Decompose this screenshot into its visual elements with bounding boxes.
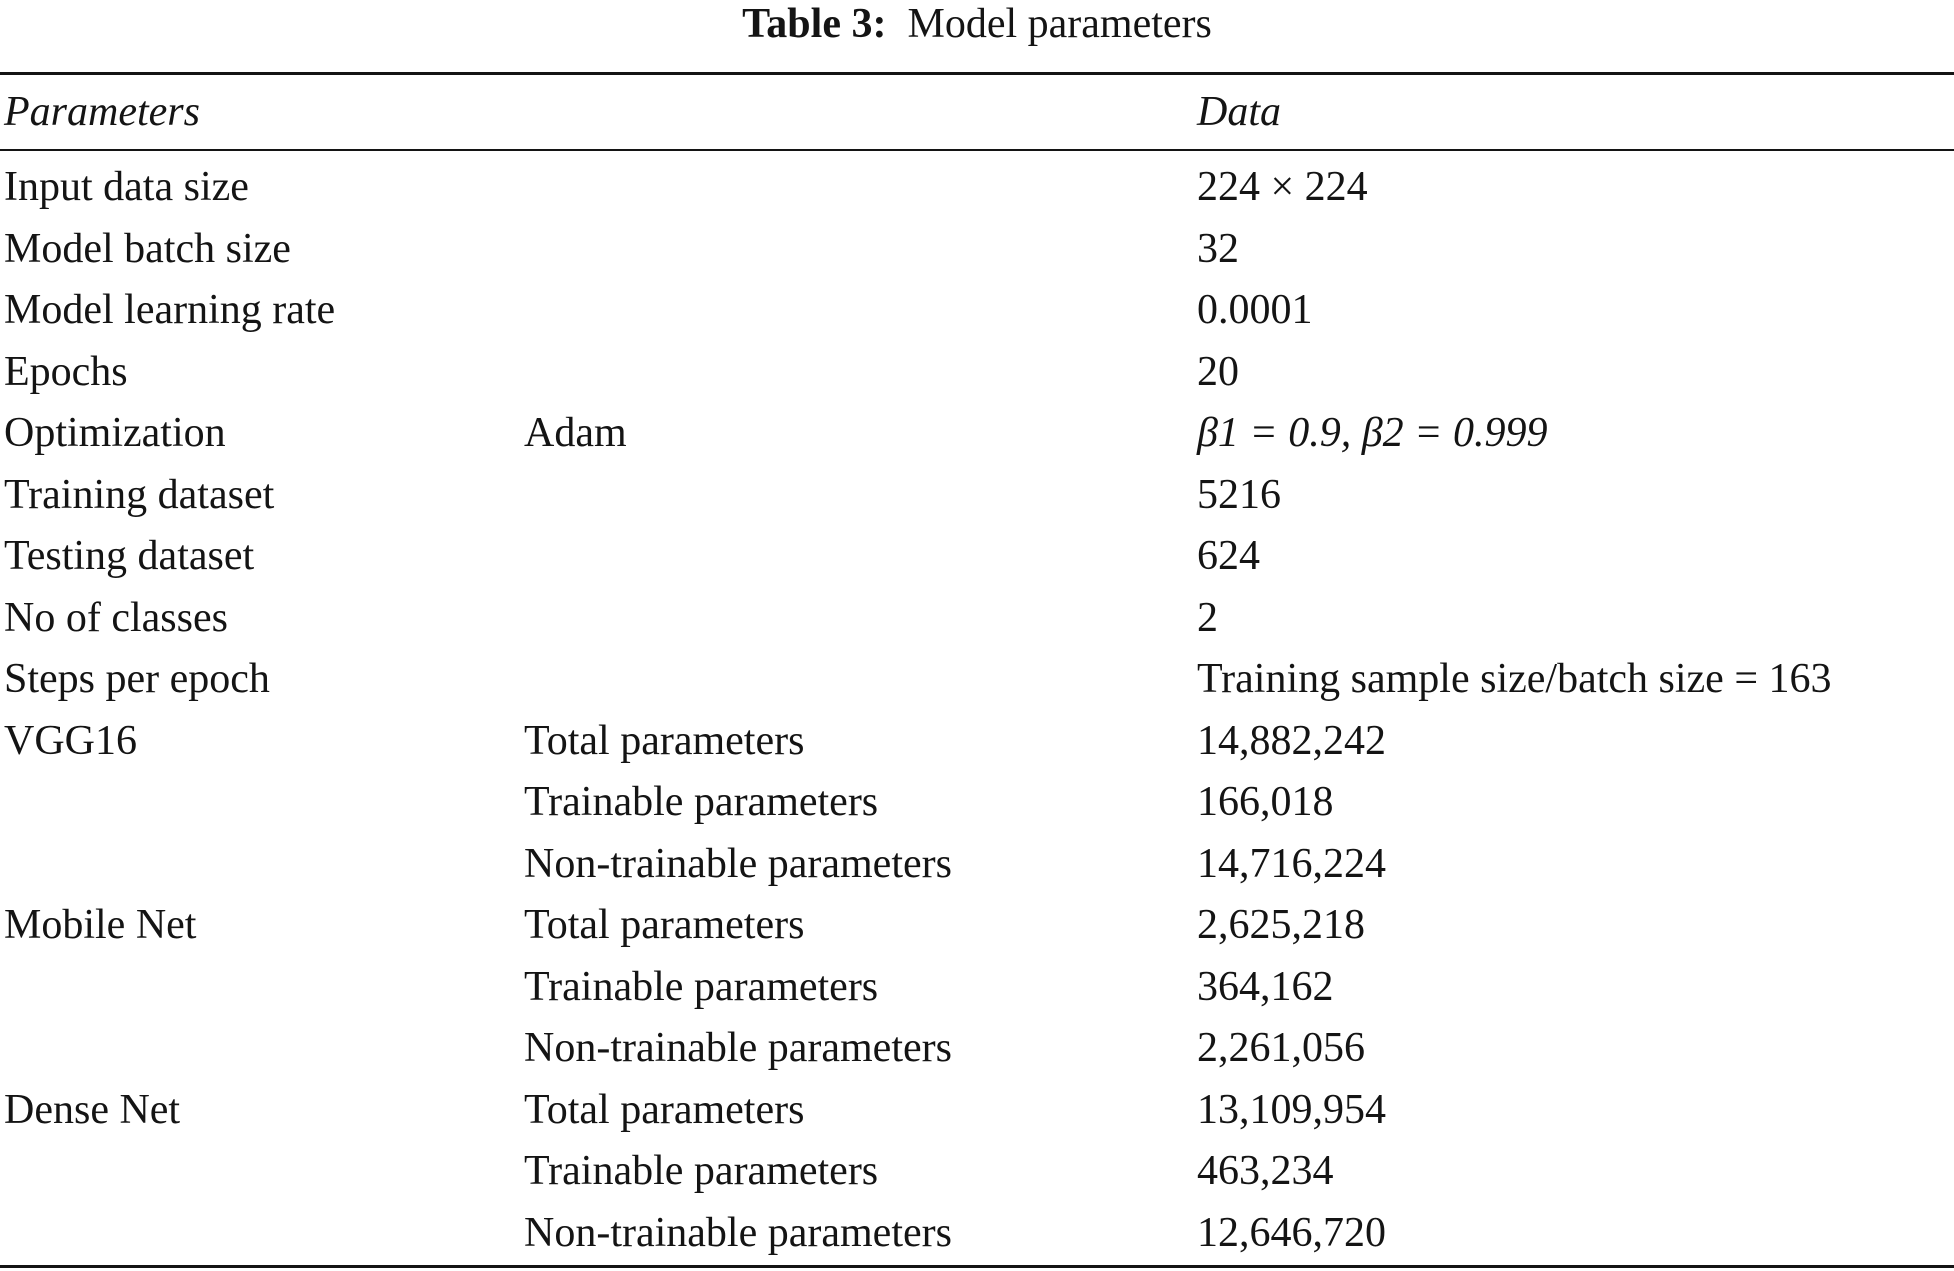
table-row [0, 1141, 1954, 1203]
cell-data: 32 [1197, 225, 1239, 272]
cell-parameter: VGG16 [4, 717, 137, 764]
cell-parameter: Mobile Net [4, 902, 197, 948]
header-data: Data [1197, 89, 1281, 135]
cell-sub: Total parameters [524, 1086, 805, 1133]
table-row [0, 465, 1954, 527]
table-row [0, 403, 1954, 465]
cell-parameter: Dense Net [4, 1086, 181, 1133]
top-rule [0, 72, 1954, 75]
cell-parameter: Steps per epoch [4, 656, 270, 702]
table-row [0, 895, 1954, 957]
table-row [0, 834, 1954, 896]
cell-sub: Total parameters [524, 717, 805, 764]
cell-data: 463,234 [1197, 1148, 1334, 1194]
table-row [0, 711, 1954, 773]
cell-parameter: Model batch size [4, 225, 291, 272]
table-header-row [0, 82, 1954, 144]
cell-data: 14,716,224 [1197, 840, 1386, 887]
cell-data: β1 = 0.9, β2 = 0.999 [1197, 410, 1548, 456]
table-row [0, 649, 1954, 711]
cell-sub: Total parameters [524, 902, 805, 948]
table-row [0, 219, 1954, 281]
table-row [0, 526, 1954, 588]
cell-parameter: Training dataset [4, 471, 275, 518]
cell-data: Training sample size/batch size = 163 [1197, 656, 1832, 702]
cell-data: 224 × 224 [1197, 164, 1368, 210]
cell-parameter: Optimization [4, 410, 226, 456]
cell-parameter: Testing dataset [4, 533, 255, 579]
cell-sub: Trainable parameters [524, 963, 879, 1010]
cell-parameter: Epochs [4, 348, 128, 395]
table-row [0, 157, 1954, 219]
cell-parameter: No of classes [4, 594, 228, 641]
header-rule [0, 149, 1954, 151]
cell-data: 166,018 [1197, 779, 1334, 825]
cell-data: 364,162 [1197, 963, 1334, 1010]
cell-data: 20 [1197, 348, 1239, 395]
caption-title: Model parameters [907, 1, 1212, 47]
bottom-rule [0, 1265, 1954, 1268]
table-caption [0, 0, 1954, 50]
cell-parameter: Model learning rate [4, 287, 336, 333]
cell-data: 5216 [1197, 471, 1281, 518]
cell-data: 2,261,056 [1197, 1025, 1365, 1071]
cell-parameter: Input data size [4, 164, 249, 210]
cell-sub: Non-trainable parameters [524, 1209, 952, 1256]
header-parameters: Parameters [4, 89, 200, 135]
cell-data: 624 [1197, 533, 1260, 579]
cell-data: 12,646,720 [1197, 1209, 1386, 1256]
table-row [0, 1080, 1954, 1142]
cell-sub: Non-trainable parameters [524, 840, 952, 887]
table-row [0, 772, 1954, 834]
table-row [0, 1203, 1954, 1265]
cell-data: 2,625,218 [1197, 902, 1365, 948]
cell-sub: Non-trainable parameters [524, 1025, 952, 1071]
cell-data: 0.0001 [1197, 287, 1313, 333]
cell-data: 13,109,954 [1197, 1086, 1386, 1133]
table-row [0, 342, 1954, 404]
table-row [0, 1018, 1954, 1080]
cell-data: 2 [1197, 594, 1218, 641]
cell-sub: Adam [524, 410, 627, 456]
table-row [0, 280, 1954, 342]
cell-sub: Trainable parameters [524, 779, 879, 825]
cell-sub: Trainable parameters [524, 1148, 879, 1194]
caption-label: Table 3: [742, 1, 887, 47]
table-row [0, 957, 1954, 1019]
table-row [0, 588, 1954, 650]
cell-data: 14,882,242 [1197, 717, 1386, 764]
